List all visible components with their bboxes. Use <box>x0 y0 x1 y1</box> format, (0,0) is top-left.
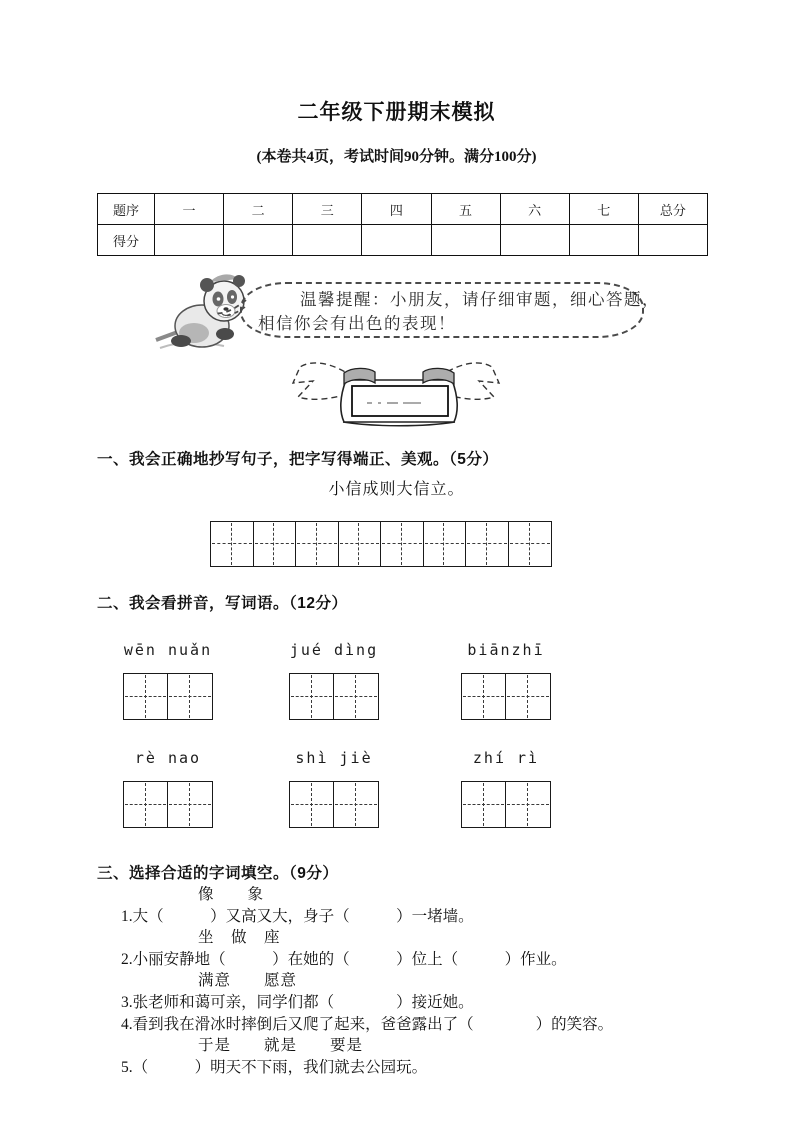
score-blank-cell <box>569 225 638 256</box>
pinyin-word-block <box>289 641 379 720</box>
pinyin-word-block <box>123 641 213 720</box>
speech-bubble <box>240 282 660 338</box>
pinyin-label: jué dìng <box>289 641 379 659</box>
pinyin-label: zhí rì <box>472 749 540 767</box>
question-line: 4.看到我在滑冰时摔倒后又爬了起来，爸爸露出了（ ）的笑容。 <box>121 1015 614 1033</box>
pinyin-word-block <box>123 749 213 828</box>
pinyin-word-block <box>461 641 551 720</box>
section-one-heading: 一、我会正确地抄写句子，把字写得端正、美观。（5分） <box>97 451 499 468</box>
section-two-heading: 二、我会看拼音，写词语。（12分） <box>97 595 348 612</box>
writing-grid-cell <box>381 522 424 566</box>
score-blank-cell <box>293 225 362 256</box>
score-table-col: 三 <box>293 194 362 225</box>
pinyin-grid <box>123 781 213 828</box>
page-subtitle: (本卷共4页，考试时间90分钟。满分100分) <box>256 149 537 165</box>
writing-grid-cell <box>424 522 467 566</box>
choice-options-line: 于是 就是 要是 <box>198 1037 364 1055</box>
score-table-col: 一 <box>155 194 224 225</box>
writing-grid-cell <box>509 522 552 566</box>
section-three-body <box>97 884 747 1078</box>
question-line: 3.张老师和蔼可亲，同学们都（ ）接近她。 <box>121 993 474 1011</box>
writing-grid-cell <box>211 522 254 566</box>
score-table-col: 七 <box>569 194 638 225</box>
pinyin-grid <box>289 781 379 828</box>
writing-grid-cell <box>466 522 509 566</box>
question-line: 5.（ ）明天不下雨，我们就去公园玩。 <box>121 1058 428 1076</box>
pinyin-grid <box>123 673 213 720</box>
choice-options-line: 满意 愿意 <box>198 972 298 990</box>
pinyin-label: rè nao <box>134 749 202 767</box>
score-table-score-row <box>98 225 708 256</box>
score-table-label-order: 题序 <box>98 194 155 225</box>
score-table-header-row <box>98 194 708 225</box>
choice-options-line: 像 象 <box>198 886 265 903</box>
writing-grid-cell <box>334 674 378 719</box>
pinyin-label: wēn nuǎn <box>123 641 213 659</box>
writing-grid-cell <box>124 782 168 827</box>
score-table-col: 总分 <box>638 194 707 225</box>
writing-grid-cell <box>462 782 506 827</box>
writing-grid-cell <box>506 674 550 719</box>
pinyin-grid <box>289 673 379 720</box>
score-table <box>97 193 708 256</box>
score-blank-cell <box>431 225 500 256</box>
writing-grid-cell <box>254 522 297 566</box>
writing-grid-cell <box>506 782 550 827</box>
writing-grid-cell <box>290 674 334 719</box>
copy-writing-grid <box>210 521 552 567</box>
choice-options-line: 坐 做 座 <box>198 929 281 947</box>
question-line: 2.小丽安静地（ ）在她的（ ）位上（ ）作业。 <box>121 950 567 968</box>
reminder-text-line1: 温馨提醒：小朋友，请仔细审题，细心答题， <box>300 290 660 309</box>
page-title: 二年级下册期末模拟 <box>297 101 496 124</box>
writing-grid-cell <box>290 782 334 827</box>
section-three-heading: 三、选择合适的字词填空。（9分） <box>97 865 339 882</box>
writing-grid-cell <box>168 782 212 827</box>
score-table-col: 四 <box>362 194 431 225</box>
pinyin-label: shì jiè <box>295 749 373 767</box>
score-blank-cell <box>155 225 224 256</box>
writing-grid-cell <box>462 674 506 719</box>
pinyin-word-block <box>289 749 379 828</box>
writing-grid-cell <box>339 522 382 566</box>
copy-sentence: 小信成则大信立。 <box>328 481 465 498</box>
pinyin-word-block <box>461 749 551 828</box>
score-table-col: 六 <box>500 194 569 225</box>
writing-grid-cell <box>296 522 339 566</box>
writing-grid-cell <box>168 674 212 719</box>
score-table-label-score: 得分 <box>98 225 155 256</box>
score-table-col: 五 <box>431 194 500 225</box>
score-blank-cell <box>224 225 293 256</box>
question-line: 1.大（ ）又高又大，身子（ ）一堵墙。 <box>121 907 474 925</box>
score-blank-cell <box>500 225 569 256</box>
score-blank-cell <box>638 225 707 256</box>
ribbon-banner-graphic <box>291 356 501 430</box>
pinyin-grid <box>461 673 551 720</box>
writing-grid-cell <box>334 782 378 827</box>
score-blank-cell <box>362 225 431 256</box>
score-table-col: 二 <box>224 194 293 225</box>
writing-grid-cell <box>124 674 168 719</box>
pinyin-grid <box>461 781 551 828</box>
reminder-text-line2: 相信你会有出色的表现！ <box>258 314 456 333</box>
pinyin-label: biānzhī <box>467 641 545 659</box>
